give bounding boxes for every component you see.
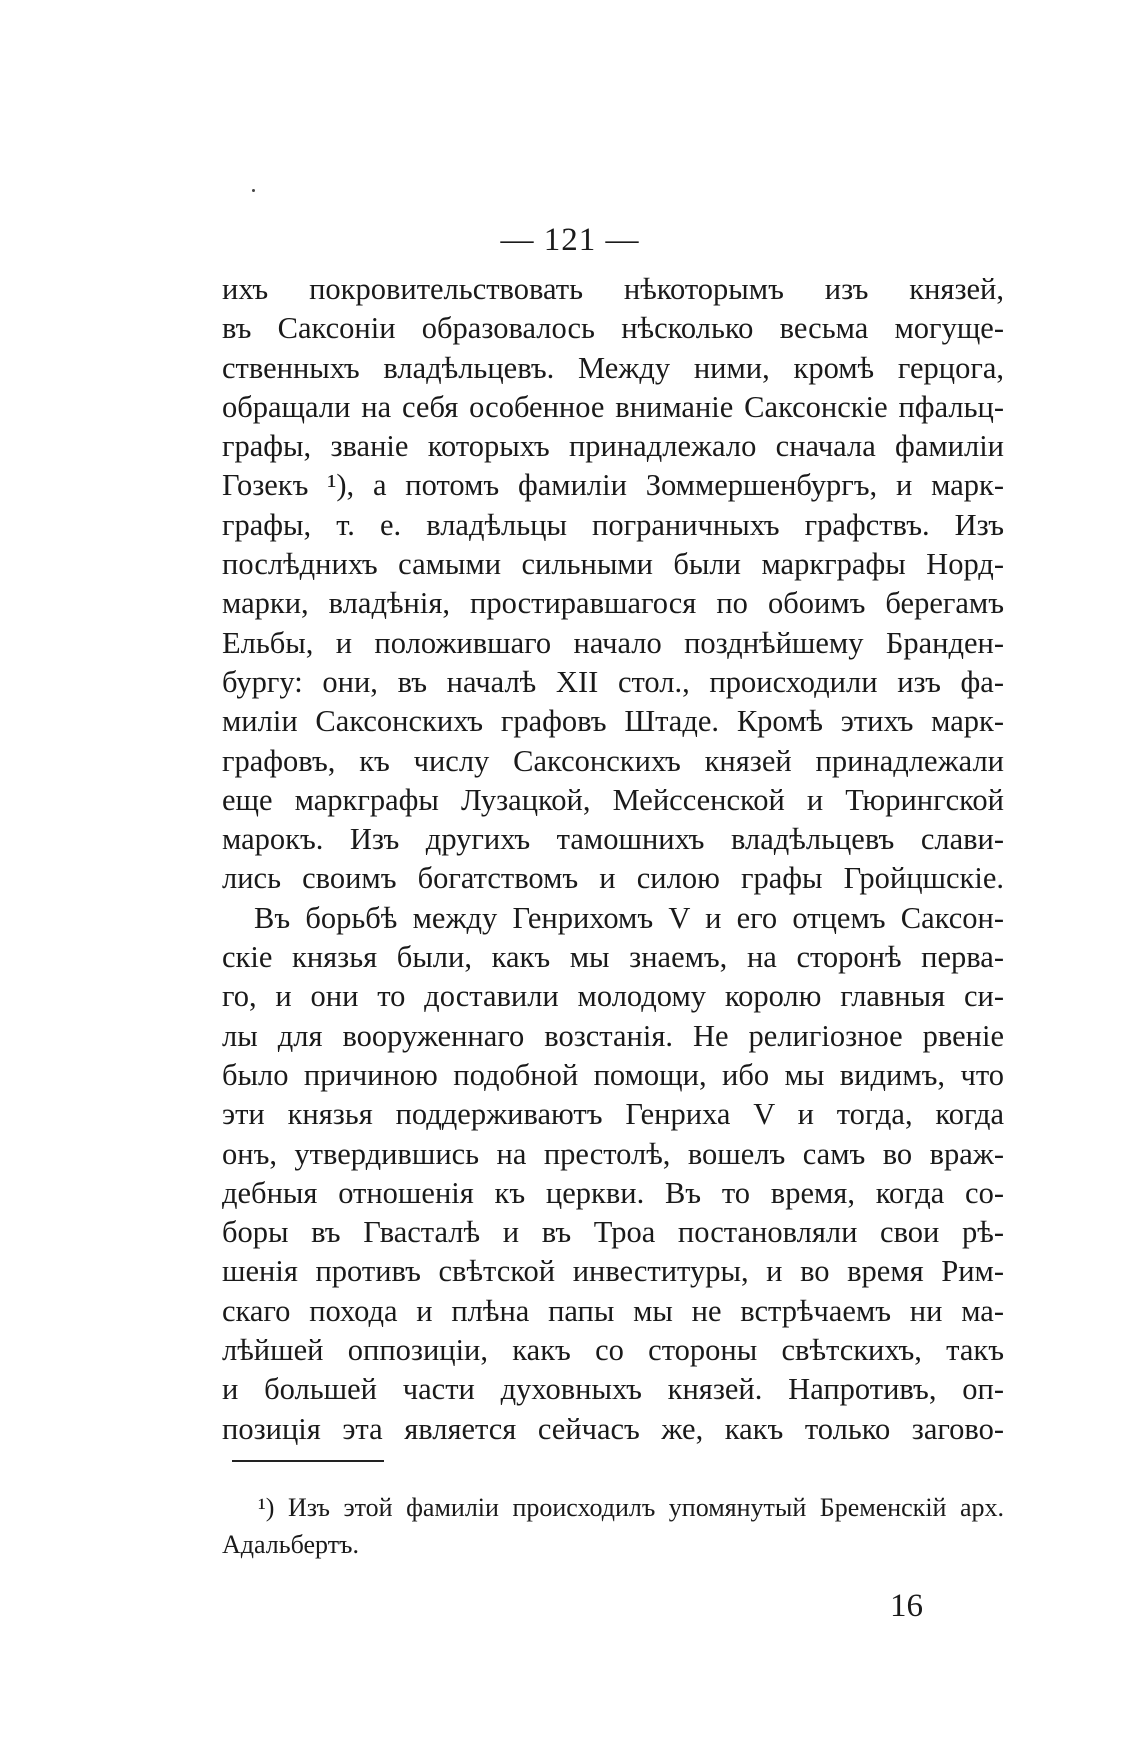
text-line-7: графы, т. е. владѣльцы пограничныхъ графствъ. Изъ: [222, 507, 1004, 542]
text-line-9: марки, владѣнія, простиравшагося по обоимъ берегамъ: [222, 586, 1004, 621]
text-line-5: графы, званіе которыхъ принадлежало сначала фамиліи: [222, 429, 1004, 464]
footnote: [222, 1489, 1004, 1563]
text-line-1: ихъ покровительствовать нѣкоторымъ изъ князей,: [222, 272, 1004, 306]
footnote-rule: [232, 1460, 384, 1462]
text-line-25: боры въ Гвасталѣ и въ Троа постановляли свои рѣ-: [222, 1215, 1004, 1250]
main-text: [222, 270, 1004, 1449]
footnote-line-2: Адальбертъ.: [222, 1530, 359, 1559]
signature-mark: 16: [890, 1588, 923, 1624]
text-line-3: ственныхъ владѣльцевъ. Между ними, кромѣ герцога,: [222, 350, 1004, 385]
ink-speck: [252, 189, 255, 192]
text-line-22: эти князья поддерживаютъ Генриха V и тогда, когда: [222, 1097, 1004, 1132]
text-line-11: бургу: они, въ началѣ XII стол., происходили изъ фа-: [222, 664, 1004, 699]
text-line-13: графовъ, къ числу Саксонскихъ князей принадлежали: [222, 743, 1004, 778]
text-line-18: скіе князья были, какъ мы знаемъ, на сторонѣ перва-: [222, 940, 1004, 975]
page-number-header: — 121 —: [500, 222, 640, 258]
text-line-17: Въ борьбѣ между Генрихомъ V и его отцемъ Саксон-: [254, 900, 1004, 935]
text-line-23: онъ, утвердившись на престолѣ, вошелъ самъ во враж-: [222, 1136, 1004, 1171]
text-line-15: марокъ. Изъ другихъ тамошнихъ владѣльцевъ слави-: [222, 822, 1004, 857]
text-line-19: го, и они то доставили молодому королю главныя си-: [222, 979, 1004, 1014]
text-line-30: позиція эта является сейчасъ же, какъ только загово-: [222, 1411, 1004, 1446]
text-line-26: шенія противъ свѣтской инвеституры, и во время Рим-: [222, 1254, 1004, 1289]
text-line-10: Ельбы, и положившаго начало позднѣйшему Бранден-: [222, 625, 1004, 660]
text-line-12: миліи Саксонскихъ графовъ Штаде. Кромѣ этихъ марк-: [222, 704, 1004, 739]
text-line-29: и большей части духовныхъ князей. Напротивъ, оп-: [222, 1372, 1004, 1407]
text-line-8: послѣднихъ самыми сильными были маркграфы Норд-: [222, 547, 1004, 582]
text-line-27: скаго похода и плѣна папы мы не встрѣчаемъ ни ма-: [222, 1293, 1004, 1328]
text-line-24: дебныя отношенія къ церкви. Въ то время, когда со-: [222, 1175, 1004, 1210]
text-line-6: Гозекъ ¹), а потомъ фамиліи Зоммершенбургъ, и марк-: [222, 468, 1004, 503]
text-line-20: лы для вооруженнаго возстанія. Не религіозное рвеніе: [222, 1018, 1004, 1053]
text-line-28: лѣйшей оппозиціи, какъ со стороны свѣтскихъ, такъ: [222, 1333, 1004, 1368]
text-line-21: было причиною подобной помощи, ибо мы видимъ, что: [222, 1057, 1004, 1092]
text-line-4: обращали на себя особенное вниманіе Саксонскіе пфальц-: [222, 389, 1004, 424]
footnote-line-1: ¹) Изъ этой фамиліи происходилъ упомянутый Бременскій арх.: [258, 1493, 1004, 1522]
text-line-2: въ Саксоніи образовалось нѣсколько весьма могуще-: [222, 311, 1004, 346]
text-line-14: еще маркграфы Лузацкой, Мейссенской и Тюрингской: [222, 782, 1004, 817]
text-line-16: лись своимъ богатствомъ и силою графы Гройцшскіе.: [222, 861, 1004, 896]
